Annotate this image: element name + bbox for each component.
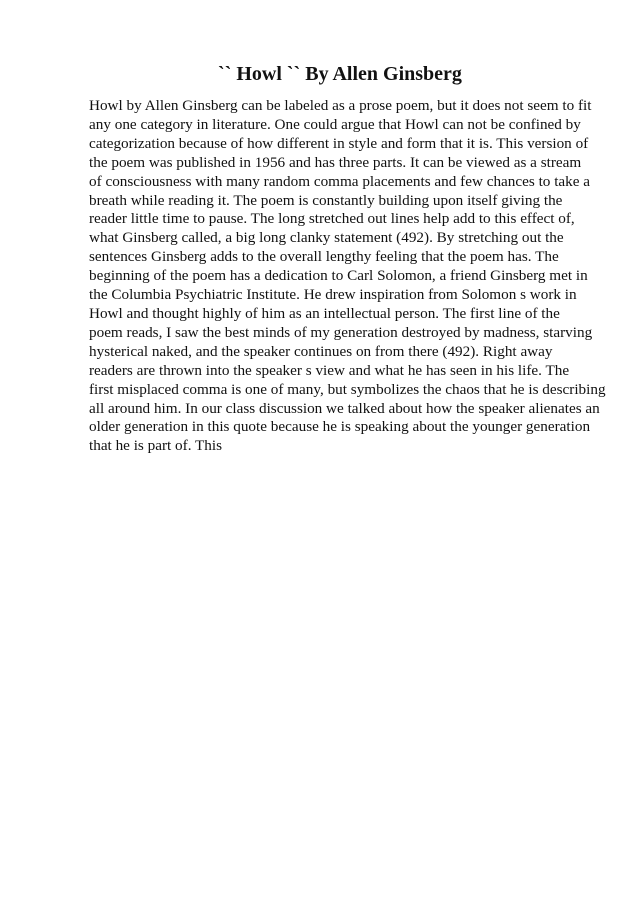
body-line: all around him. In our class discussion we talked about how the speaker alienates an — [89, 399, 600, 417]
body-line: any one category in literature. One could argue that Howl can not be confined by — [89, 115, 581, 133]
body-line: reader little time to pause. The long stretched out lines help add to this effect of, — [89, 210, 575, 228]
body-line: what Ginsberg called, a big long clanky statement (492). By stretching out the — [89, 229, 564, 247]
body-line: hysterical naked, and the speaker continues on from there (492). Right away — [89, 342, 553, 360]
document-body — [89, 97, 606, 456]
body-line: breath while reading it. The poem is constantly building upon itself giving the — [89, 191, 563, 209]
body-line: Howl by Allen Ginsberg can be labeled as a prose poem, but it does not seem to fit — [89, 97, 592, 114]
body-line: that he is part of. This — [89, 437, 223, 455]
body-line: beginning of the poem has a dedication to Carl Solomon, a friend Ginsberg met in — [89, 267, 588, 285]
body-line: poem reads, I saw the best minds of my generation destroyed by madness, starving — [89, 323, 593, 341]
body-line: categorization because of how different in style and form that it is. This version of — [89, 134, 589, 152]
body-line: the poem was published in 1956 and has three parts. It can be viewed as a stream — [89, 153, 582, 171]
body-line: sentences Ginsberg adds to the overall lengthy feeling that the poem has. The — [89, 248, 559, 266]
body-line: older generation in this quote because he is speaking about the younger generation — [89, 418, 591, 436]
body-line: first misplaced comma is one of many, but symbolizes the chaos that he is describing — [89, 380, 606, 398]
body-line: Howl and thought highly of him as an intellectual person. The first line of the — [89, 304, 560, 322]
document-title: `` Howl `` By Allen Ginsberg — [218, 63, 462, 85]
body-line: the Columbia Psychiatric Institute. He drew inspiration from Solomon s work in — [89, 286, 577, 304]
body-line: readers are thrown into the speaker s view and what he has seen in his life. The — [89, 361, 570, 379]
body-line: of consciousness with many random comma placements and few chances to take a — [89, 172, 591, 190]
